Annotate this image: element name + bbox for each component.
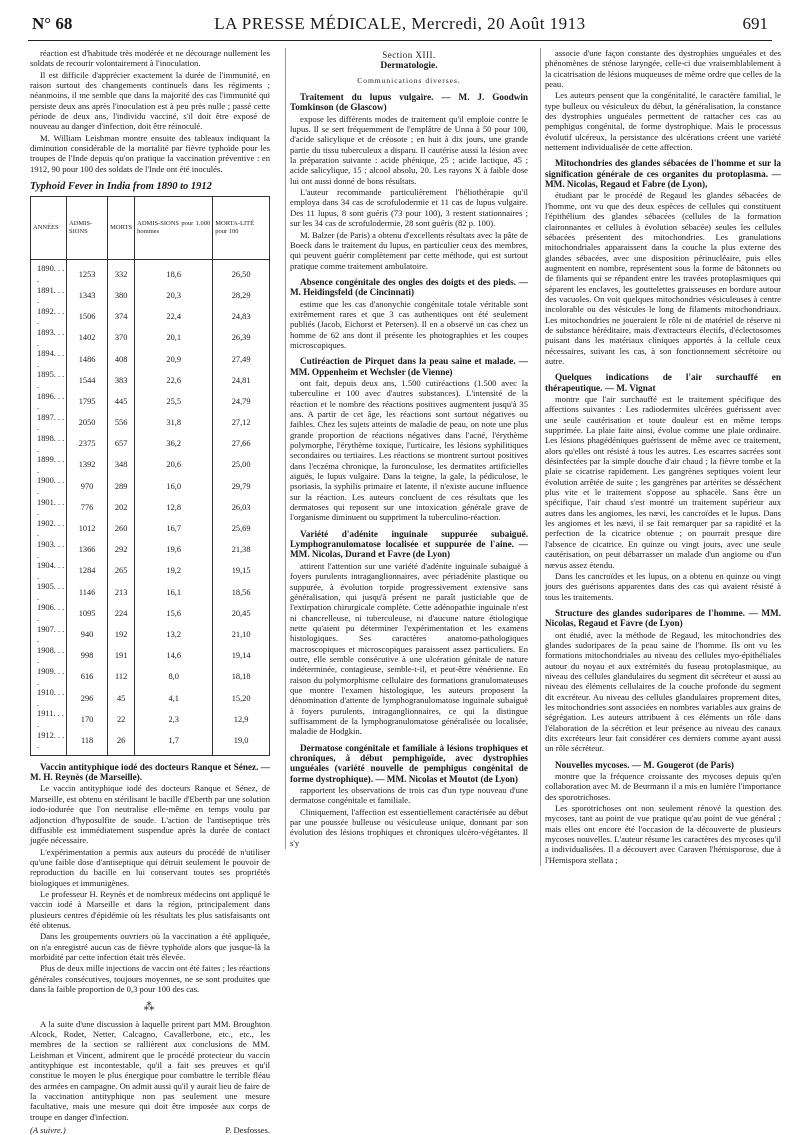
table-cell: 45 [108,688,135,709]
table-cell: 383 [108,370,135,391]
paragraph: réaction est d'habitude très modérée et ne décourage nullement les soldats de recourir volontairement à l'inoculation. [30,48,270,69]
table-cell: 15,20 [213,688,270,709]
paragraph: ont étudié, avec la méthode de Regaud, les mitochondries des glandes sudoripares de la peau saine de l'homme. Ils ont vu les formations mitochondriales au niveau des cellules myo-épithéliales autour du noyau et aux extrémités du fuseau protoplasmique, au niveau des cellules glandulaires du segment dit sécréteur et aussi au niveau des éléments cellulaires de la couche profonde du segment dit excréteur. Au niveau des cellules glandulaires proprement dites, les mitochondries sont associées en nombres variables aux grains de ségrégation. Les auteurs attribuent à ces éléments un rôle dans l'élaboration de la sécrétion et leur présence au niveau des canaux dits excréteurs leur fait considérer ces derniers comme ayant aussi un rôle sécréteur. [545,629,781,754]
table-cell: 8,0 [135,667,213,688]
table-row [31,392,270,413]
table-cell: 332 [108,260,135,286]
table-row [31,709,270,730]
table-cell: 18,18 [213,667,270,688]
table-cell: 18,56 [213,582,270,603]
table-cell: 1890. . . . [31,260,67,286]
paragraph: Cliniquement, l'affection est essentiellement caractérisée au début par une poussée bulleuse ou vésiculeuse unique, donnant par son évolution des lésions trophiques et chroniques ulcéro-végétantes. Il s'y [290,806,528,848]
table-row [31,349,270,370]
table-cell: 1896. . . . [31,392,67,413]
table-row [31,540,270,561]
table-cell: 1903. . . . [31,540,67,561]
table-header-cell: MORTS [108,197,135,260]
table-cell: 289 [108,476,135,497]
table-cell: 27,66 [213,434,270,455]
table-cell: 1898. . . . [31,434,67,455]
table-cell: 19,15 [213,561,270,582]
table-cell: 292 [108,540,135,561]
table-cell: 19,6 [135,540,213,561]
table-cell: 24,81 [213,370,270,391]
table-cell: 20,6 [135,455,213,476]
table-row [31,603,270,624]
column-1 [30,48,270,1135]
table-cell: 1904. . . . [31,561,67,582]
paragraph: Il est difficile d'apprécier exactement la durée de l'immunité, en raison surtout des changements continuels dans les régiments ; néanmoins, il me semble que dans la majorité des cas l'immunité qui persiste deux ans après l'inoculation est à peu près nulle ; passé cette période de deux ans, l'individu vacciné, s'il doit être exposé de nouveau au danger d'infection, doit être réinoculé. [30,69,270,132]
table-cell: 191 [108,646,135,667]
table-cell: 27,49 [213,349,270,370]
table-cell: 12,8 [135,498,213,519]
article-heading: Cutiréaction de Pirquet dans la peau saine et malade. — MM. Oppenheim et Wechsler (de Vienne) [290,356,528,377]
table-cell: 192 [108,625,135,646]
table-cell: 25,00 [213,455,270,476]
table-cell: 28,29 [213,286,270,307]
table-cell: 296 [67,688,108,709]
paragraph: Les sporotrichoses ont non seulement rénové la question des mycoses, tant au point de vue pratique qu'au point de vue général ; mais elles ont encore été l'occasion de la découverte de plusieurs mycoses nouvelles. L'auteur résume les caractères des mycoses qu'il a individualisées. Il a découvert avec Caraven l'hémisporose, due à l'Hemispora stellata ; [545,803,781,865]
table-cell: 24,79 [213,392,270,413]
table-cell: 1901. . . . [31,498,67,519]
table-cell: 224 [108,603,135,624]
table-row [31,498,270,519]
table-cell: 265 [108,561,135,582]
separator-stars: ⁂ [143,1001,157,1014]
table-cell: 776 [67,498,108,519]
table-cell: 25,5 [135,392,213,413]
table-cell: 1392 [67,455,108,476]
article-heading: Quelques indications de l'air surchauffé en thérapeutique. — M. Vignat [545,372,781,393]
table-row [31,731,270,756]
table-cell: 13,2 [135,625,213,646]
table-cell: 19,2 [135,561,213,582]
table-cell: 36,2 [135,434,213,455]
table-cell: 970 [67,476,108,497]
table-cell: 445 [108,392,135,413]
table-cell: 12,9 [213,709,270,730]
table-cell: 1891. . . . [31,286,67,307]
column-2 [285,48,528,849]
table-cell: 380 [108,286,135,307]
paragraph: ont fait, depuis deux ans, 1.500 cutiréactions (1.500 avec la tuberculine et 100 avec d'autres substances). L'intensité de la réaction et le nombre des réactions positives augmentent jusqu'à 35 ans. A partir de cet âge, les réactions sont surtout négatives ou faibles. Chez les sujets atteints de maladie de peau, on note une plus grande proportion de réactions négatives dans l'acné, l'érythème polymorphe, l'érythème toxique, l'urticaire, les lésions syphilitiques secondaires ou tertiaires. Les réactions se montrent surtout positives dans l'eczéma chronique, la furonculose, les dermatites artificielles aiguës, le lupus vulgaire. Dans la teigne, la gale, la pédiculose, le psoriasis, la syphilis primaire et latente, il n'existe aucune influence sur la réaction. Les auteurs concluent de ces résultats que les dermatoses qui reposent sur une intoxication générale grave de l'organisme diminuent ou suppriment la tuberculino-réaction. [290,377,528,523]
table-row [31,667,270,688]
table-cell: 1795 [67,392,108,413]
table-row [31,307,270,328]
table-cell: 1895. . . . [31,370,67,391]
table-header-cell: ADMIS-SIONS [67,197,108,260]
table-cell: 1253 [67,260,108,286]
table-cell: 1095 [67,603,108,624]
table-cell: 1012 [67,519,108,540]
table-cell: 1912. . . . [31,731,67,756]
table-cell: 20,45 [213,603,270,624]
paragraph: Dans les cancroïdes et les lupus, on a obtenu en quinze ou vingt jours des guérisons apparentes dans des cas qui avaient résisté à tous les traitements. [545,570,781,602]
to-be-continued: (A suivre.) [30,1125,66,1135]
table-row [31,260,270,286]
article-heading: Traitement du lupus vulgaire. — M. J. Goodwin Tomkinson (de Glascow) [290,92,528,113]
article-heading: Nouvelles mycoses. — M. Gougerot (de Paris) [555,759,734,770]
table-cell: 4,1 [135,688,213,709]
issue-number: N° 68 [32,14,73,33]
paragraph: Le vaccin antityphique iodé des docteurs Ranque et Sénez, de Marseille, est obtenu en stérilisant le bacille d'Eberth par une solution iodo-iodurée que l'on neutralise elle-même en temps voulu par adjonction d'hyposulfite de soude. L'action de l'antiseptique très diffusible est immédiatement suspendue après la durée de contact jugée nécessaire. [30,783,270,846]
paragraph: M. Balzer (de Paris) a obtenu d'excellents résultats avec la pâte de Boeck dans le traitement du lupus, en particulier ceux des membres, qui peuvent guérir complètement par cette méthode, qui est surtout pratique comme traitement ambulatoire. [290,229,528,271]
signature-line [30,1125,270,1135]
table-cell: 20,9 [135,349,213,370]
table-cell: 374 [108,307,135,328]
article-heading: Variété d'adénite inguinale suppurée subaiguë. Lymphogranulomatose localisée et suppurée de l'aine. — MM. Nicolas, Durand et Favre (de Lyon) [290,528,528,560]
paragraph: expose les différents modes de traitement qu'il emploie contre le lupus. Il se sert fréquemment de l'emplâtre de Unna à 50 pour 100, d'acide salicylique et de créosote ; en huit à dix jours, une grande partie du tissu tuberculeux a disparu. Il cautérise aussi la lésion avec la préparation suivante : acide phénique, 25 ; acide lactique, 45 ; acide salicylique, 15 ; alcool absolu, 20. Les rayons X à faible dose lui ont aussi donné de bons résultats. [290,113,528,186]
column-3 [540,48,781,866]
table-header-cell: ANNÉES [31,197,67,260]
table-cell: 26 [108,731,135,756]
table-cell: 27,12 [213,413,270,434]
table-cell: 1905. . . . [31,582,67,603]
table-row [31,413,270,434]
table-cell: 940 [67,625,108,646]
article-heading: Vaccin antityphique iodé des docteurs Ranque et Sénez. — M. H. Reynès (de Marseille). [30,761,270,783]
paragraph: attirent l'attention sur une variété d'adénite inguinale subaiguë à foyers purulents intraganglionnaires, avec périadénite plastique ou suppurée, à évolution torpide progressivement extensive sans généralisation, qui jusqu'à présent ne paraît justiciable que de l'extirpation chirurgicale complète. Cette adénopathie inguinale n'est ni chancrelleuse, ni tuberculeuse, ni d'aucune nature étiologique nette qu'aient pu déterminer l'expérimentation et les examens histologiques. Ses caractères anatomo-pathologiques macroscopiques et microscopiques paraissent assez particuliers. En outre, elle semble consécutive à une ulcération génitale de nature indéterminée, contagieuse, semble-t-il, et peut-être vénérienne. En raison du polymorphisme cellulaire des formations granulomateuses que montre l'examen histologique, les auteurs proposent la dénomination d'attente de lymphogranulomatose inguinale subaiguë à foyers purulents, intraganglionnaires, ce qui la distingue suffisamment de la lymphogranulomatose généralisée ou localisée, maladie de Hodgkin. [290,560,528,737]
article-heading: Structure des glandes sudoripares de l'homme. — MM. Nicolas, Regaud et Favre (de Lyon) [545,607,781,629]
table-cell: 1146 [67,582,108,603]
table-cell: 29,79 [213,476,270,497]
table-cell: 1893. . . . [31,328,67,349]
table-cell: 26,39 [213,328,270,349]
table-cell: 16,0 [135,476,213,497]
table-cell: 998 [67,646,108,667]
table-cell: 19,0 [213,731,270,756]
table-row [31,519,270,540]
newspaper-title: LA PRESSE MÉDICALE, Mercredi, 20 Août 1913 [214,14,586,33]
table-cell: 22 [108,709,135,730]
table-cell: 1343 [67,286,108,307]
table-cell: 19,14 [213,646,270,667]
paragraph: Dans les groupements ouvriers où la vaccination a été appliquée, on n'a enregistré aucun cas de fièvre typhoïde alors que jusque-là la morbidité par cette infection était très élevée. [30,931,270,962]
table-cell: 2,3 [135,709,213,730]
table-cell: 370 [108,328,135,349]
article-heading: Absence congénitale des ongles des doigts et des pieds. — M. Heidingsfeld (de Cincinnati) [290,276,528,298]
table-cell: 170 [67,709,108,730]
paragraph: montre que la fréquence croissante des mycoses depuis qu'en collaboration avec M. de Beurmann il a mis en lumière l'importance des sporotrichoses. [545,771,781,802]
table-cell: 118 [67,731,108,756]
table-row [31,370,270,391]
paragraph: rapportent les observations de trois cas d'un type nouveau d'une dermatose congénitale et familiale. [290,785,528,806]
table-cell: 24,83 [213,307,270,328]
table-row [31,286,270,307]
table-row [31,434,270,455]
table-cell: 657 [108,434,135,455]
table-cell: 15,6 [135,603,213,624]
subsection-title: Communications diverses. [357,75,461,85]
table-cell: 1506 [67,307,108,328]
table-cell: 1894. . . . [31,349,67,370]
paragraph: étudiant par le procédé de Regaud les glandes sébacées de l'homme, ont vu que des deux espèces de cellules qui constituent l'épithélium des glandes sébacées (cellules de la formation claironnantes et cellules à évolution sébacée) seules les cellules sébacées présentent des mitochondries. Les granulations mitochondriales apparaissent dans la couche la plus externe des glandes sébacées, avec une disposition périnucléaire, puis elles augmentent en nombre, représentent sous la forme de bâtonnets ou de filaments qui se répandent entre les travées protoplasmiques qui séparent les enclaves, les gouttelettes graisseuses en bordure autour des vacuoles. On voit quelques mitochondries vésiculeuses à centre incolorable ou des vésicules le long de filaments mitochondriaux. Les mitochondries ne joueraient le rôle ni de matériel de réserve ni de substance héréditaire, mais d'extracteurs électifs, d'éclectosomes puisant dans les matériaux cliniques apportés à la cellule ceux nécessaires, suivant les cas, à son fonctionnement sécrétoire ou autre. [545,190,781,366]
table-cell: 22,6 [135,370,213,391]
paragraph: montre que l'air surchauffé est le traitement spécifique des affections suivantes : Les radiodermites ulcérées guérissent avec une seule cautérisation et toute douleur est en même temps supprimée. La plaie faite ainsi, évolue comme une plaie ordinaire. Les lésions phagédéniques guérissent de même avec ce traitement, alors qu'elles ont résisté à tous les autres. Les escarres sacrées sont désinfectées par la simple douche d'air chaud ; la fièvre tombe et la plaie se cicatrise rapidement. Les gangrènes septiques voient leur évolution arrêtée de suite ; les gangrènes par artérites se désséchent plus vite et le traitement s'oppose au sphacèle. Sans être un spécifique, l'air chaud s'est montré un traitement supérieur aux autres dans les angiomes, les nævi, les cancroïdes et le lupus. Dans les angiomes et les nævi, il se fait remarquer par sa rapidité et la perfection de la cicatrice obtenue ; on pourrait presque dire l'absence de cicatrice. En quinze ou vingt jours, avec une seule cautérisation, on peut débarrasser un malade d'un angiome ou d'un nævus assez étendu. [545,394,781,570]
paragraph: A la suite d'une discussion à laquelle prirent part MM. Broughton Alcock, Rodet, Netter, Calcagno, Cavallerbone, etc., etc., les membres de la section se rallièrent aux conclusions de MM. Leishman et Vincent, admirent que le procédé protecteur du vaccin antityphique est incontestable, qu'il a fait ses preuves et qu'il constitue le moyen le plus énergique pour combattre le terrible fléau des armées en campagne. On admit aussi qu'il y aurait lieu de faire de la vaccination antityphique non pas seulement une mesure facultative, mais une mesure qui doit être imposée aux corps de troupe en danger d'infection. [30,1018,270,1122]
author-signature: P. Desfosses. [225,1125,270,1135]
table-row [31,646,270,667]
paragraph: L'auteur recommande particulièrement l'héliothérapie qu'il employa dans 34 cas de scrofulodermie et 11 cas de lupus vulgaire. Des 11 lupus, 8 sont guéris (73 pour 100), 3 restent stationnaires ; sur les 34 cas de scrofulodermie, 28 sont guéris (82 p. 100). [290,187,528,229]
table-cell: 1906. . . . [31,603,67,624]
typhoid-table [30,196,270,755]
table-row [31,476,270,497]
paragraph: associe d'une façon constante des dystrophies unguéales et des phénomènes de sténose laryngée, celle-ci due vraisemblablement à la cicatrisation de lésions muqueuses de même ordre que celles de la peau. [545,48,781,90]
table-header-cell: ADMIS-SIONS pour 1.000 hommes [135,197,213,260]
table-cell: 21,38 [213,540,270,561]
table-cell: 25,69 [213,519,270,540]
table-cell: 1899. . . . [31,455,67,476]
table-cell: 1366 [67,540,108,561]
table-cell: 1908. . . . [31,646,67,667]
table-cell: 20,3 [135,286,213,307]
paragraph: M. William Leishman montre ensuite des tableaux indiquant la diminution considérable de la mortalité par fièvre typhoïde pour les troupes de l'Inde depuis qu'on pratique la vaccination préventive : en 1912, 90 pour 100 des soldats de l'Inde ont été inoculés. [30,132,270,174]
table-cell: 1897. . . . [31,413,67,434]
table-cell: 1402 [67,328,108,349]
table-cell: 31,8 [135,413,213,434]
table-row [31,455,270,476]
table-cell: 1284 [67,561,108,582]
table-cell: 1900. . . . [31,476,67,497]
table-cell: 1,7 [135,731,213,756]
table-title: Typhoid Fever in India from 1890 to 1912 [30,181,212,193]
table-cell: 1902. . . . [31,519,67,540]
table-cell: 16,1 [135,582,213,603]
article-heading: Mitochondries des glandes sébacées de l'homme et sur la signification générale de ces organites du protoplasma. — MM. Nicolas, Regaud et Fabre (de Lyon), [545,158,781,190]
table-cell: 2375 [67,434,108,455]
table-cell: 14,6 [135,646,213,667]
table-row [31,625,270,646]
article-heading: Dermatose congénitale et familiale à lésions trophiques et chroniques, à début pemphigoïde, avec dystrophies unguéales (variété nouvelle de pemphigus congénital de forme dystrophique). — MM. Nicolas et Moutot (de Lyon) [290,742,528,784]
table-cell: 213 [108,582,135,603]
table-cell: 20,1 [135,328,213,349]
table-cell: 556 [108,413,135,434]
table-cell: 26,50 [213,260,270,286]
table-cell: 1486 [67,349,108,370]
table-cell: 1544 [67,370,108,391]
table-cell: 1892. . . . [31,307,67,328]
section-number: Section XIII. [382,50,436,60]
header-rule [28,40,772,41]
paragraph: Les auteurs pensent que la congénitalité, le caractère familial, le type bulleux ou vésiculeux du début, la généralisation, la constance des dystrophies unguéales permettent de rattacher ces cas au pemphigus congénital, de forme dystrophique. Mais le processus évolutif ulcéreux, la persistance des ulcérations créent une variété nettement individualisée de cette affection. [545,90,781,153]
table-cell: 1907. . . . [31,625,67,646]
page-header [32,14,768,36]
table-cell: 16,7 [135,519,213,540]
table-cell: 408 [108,349,135,370]
paragraph: estime que les cas d'anonychie congénitale totale véritable sont extrêmement rares et que 3 cas authentiques ont été seulement publiés (Jacob, Eichorst et Petersen). Il en a observé un cas chez un homme de 62 ans dont il présente les photographies et les coupes microscopiques. [290,298,528,350]
table-cell: 22,4 [135,307,213,328]
table-cell: 2050 [67,413,108,434]
table-cell: 21,10 [213,625,270,646]
page-number: 691 [742,14,768,33]
table-cell: 18,6 [135,260,213,286]
table-cell: 1910. . . . [31,688,67,709]
table-cell: 26,03 [213,498,270,519]
table-cell: 202 [108,498,135,519]
table-cell: 1909. . . . [31,667,67,688]
table-cell: 616 [67,667,108,688]
table-header-cell: MORTA-LITÉ pour 100 [213,197,270,260]
table-row [31,328,270,349]
paragraph: Plus de deux mille injections de vaccin ont été faites ; les réactions générales consécutives, toujours moyennes, ne se sont produites que dans la faible proportion de 0,3 pour 100 des cas. [30,963,270,994]
table-cell: 112 [108,667,135,688]
table-cell: 260 [108,519,135,540]
table-row [31,688,270,709]
table-cell: 348 [108,455,135,476]
paragraph: Le professeur H. Reynès et de nombreux médecins ont appliqué le vaccin iodé à Marseille et dans la région, principalement dans plusieurs centres d'épidémie où les résultats les plus satisfaisants ont été obtenus. [30,888,270,930]
table-cell: 1911. . . . [31,709,67,730]
section-title: Dermatologie. [380,61,438,72]
table-row [31,582,270,603]
paragraph: L'expérimentation a permis aux auteurs du procédé de n'utiliser qu'une faible dose d'antiseptique qui détruit seulement le pouvoir de reproduction du bacille en lui conservant toutes ses propriétés biologiques et immunigènes. [30,846,270,888]
table-row [31,561,270,582]
